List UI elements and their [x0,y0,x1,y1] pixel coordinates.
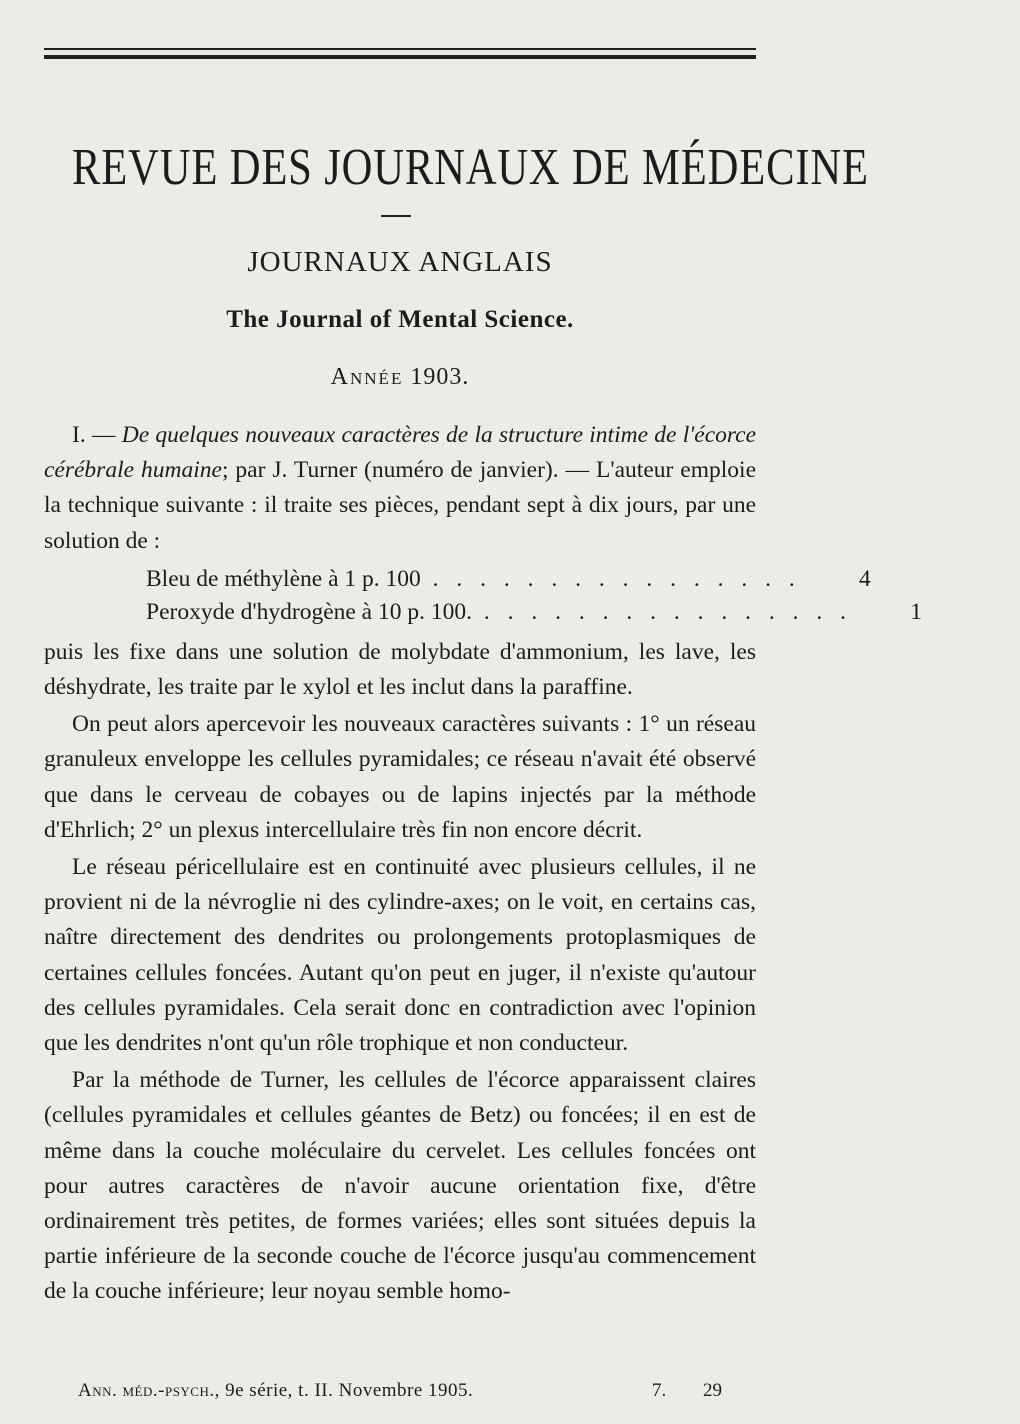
recipe-label: Peroxyde d'hydrogène à 10 p. 100. [146,598,472,625]
footer-reference [78,1380,473,1402]
footer-abbrev: Ann. méd.-psych. [78,1380,215,1401]
leader-dots: . . . . . . . . . . . . . . . . [420,565,801,592]
page-title: REVUE DES JOURNAUX DE MÉDECINE [72,139,869,196]
recipe-label: Bleu de méthylène à 1 p. 100 [146,565,421,592]
recipe-table [44,563,922,629]
year-label: Année [330,364,404,390]
paragraph: puis les fixe dans une solution de molybdate d'ammonium, les lave, les déshydrate, les traite par le xylol et les inclut dans la paraffine. [44,638,756,701]
paragraph: Par la méthode de Turner, les cellules de l'écorce apparaissent claires (cellules pyramidales et cellules géantes de Betz) ou foncées; il en est de même dans la couche moléculaire du cervelet. Les cellules foncées ont pour autres caractères de n'avoir aucune orientation fixe, d'être ordinairement très petites, de formes variées; elles sont situées depuis la partie inférieure de la seconde couche de l'écorce jusqu'au commencement de la couche inférieure; leur noyau semble homo- [44,1067,756,1305]
year-value: 1903. [410,364,470,390]
top-rule-thick [44,55,756,59]
article-title: De quelques nouveaux caractères de la structure intime de l'écorce cérébrale humaine [44,422,757,484]
top-rule-thin [44,48,756,50]
paragraph: Le réseau péricellulaire est en continuité avec plusieurs cellules, il ne provient ni de la névroglie ni des cylindre-axes; on le voit, en certains cas, naître directement des dendrites ou prolongements protoplasmiques de certaines cellules foncées. Autant qu'on peut en juger, il n'existe qu'autour des cellules pyramidales. Cela serait donc en contradiction avec l'opinion que les dendrites n'ont qu'un rôle trophique et non conducteur. [44,854,756,1057]
signature-mark-b: 29 [703,1380,722,1401]
article-number: I. — [72,422,116,448]
footer-series: , 9e série, t. II. Novembre 1905. [214,1380,474,1401]
article-intro [44,418,756,559]
recipe-row [44,563,871,596]
paragraph: On peut alors apercevoir les nouveaux caractères suivants : 1° un réseau granuleux enveloppe les cellules pyramidales; ce réseau n'avait été observé que dans le cerveau de cobayes ou de lapins injectés par la méthode d'Ehrlich; 2° un plexus intercellulaire très fin non encore décrit. [44,711,756,843]
recipe-value: 1 [910,598,922,625]
article-lead: ; par J. Turner (numéro de janvier). — L'auteur emploie la technique suivante : il traite ses pièces, pendant sept à dix jours, par une solution de : [44,457,756,554]
journal-name: The Journal of Mental Science. [226,306,574,333]
signature-mark-a: 7. [652,1380,667,1401]
recipe-value: 4 [859,565,871,592]
recipe-row [44,596,922,629]
article-body [44,418,922,1310]
section-title: JOURNAUX ANGLAIS [247,246,553,278]
title-separator [381,215,411,217]
year-heading [0,364,800,391]
leader-dots: . . . . . . . . . . . . . . . . [471,598,852,625]
